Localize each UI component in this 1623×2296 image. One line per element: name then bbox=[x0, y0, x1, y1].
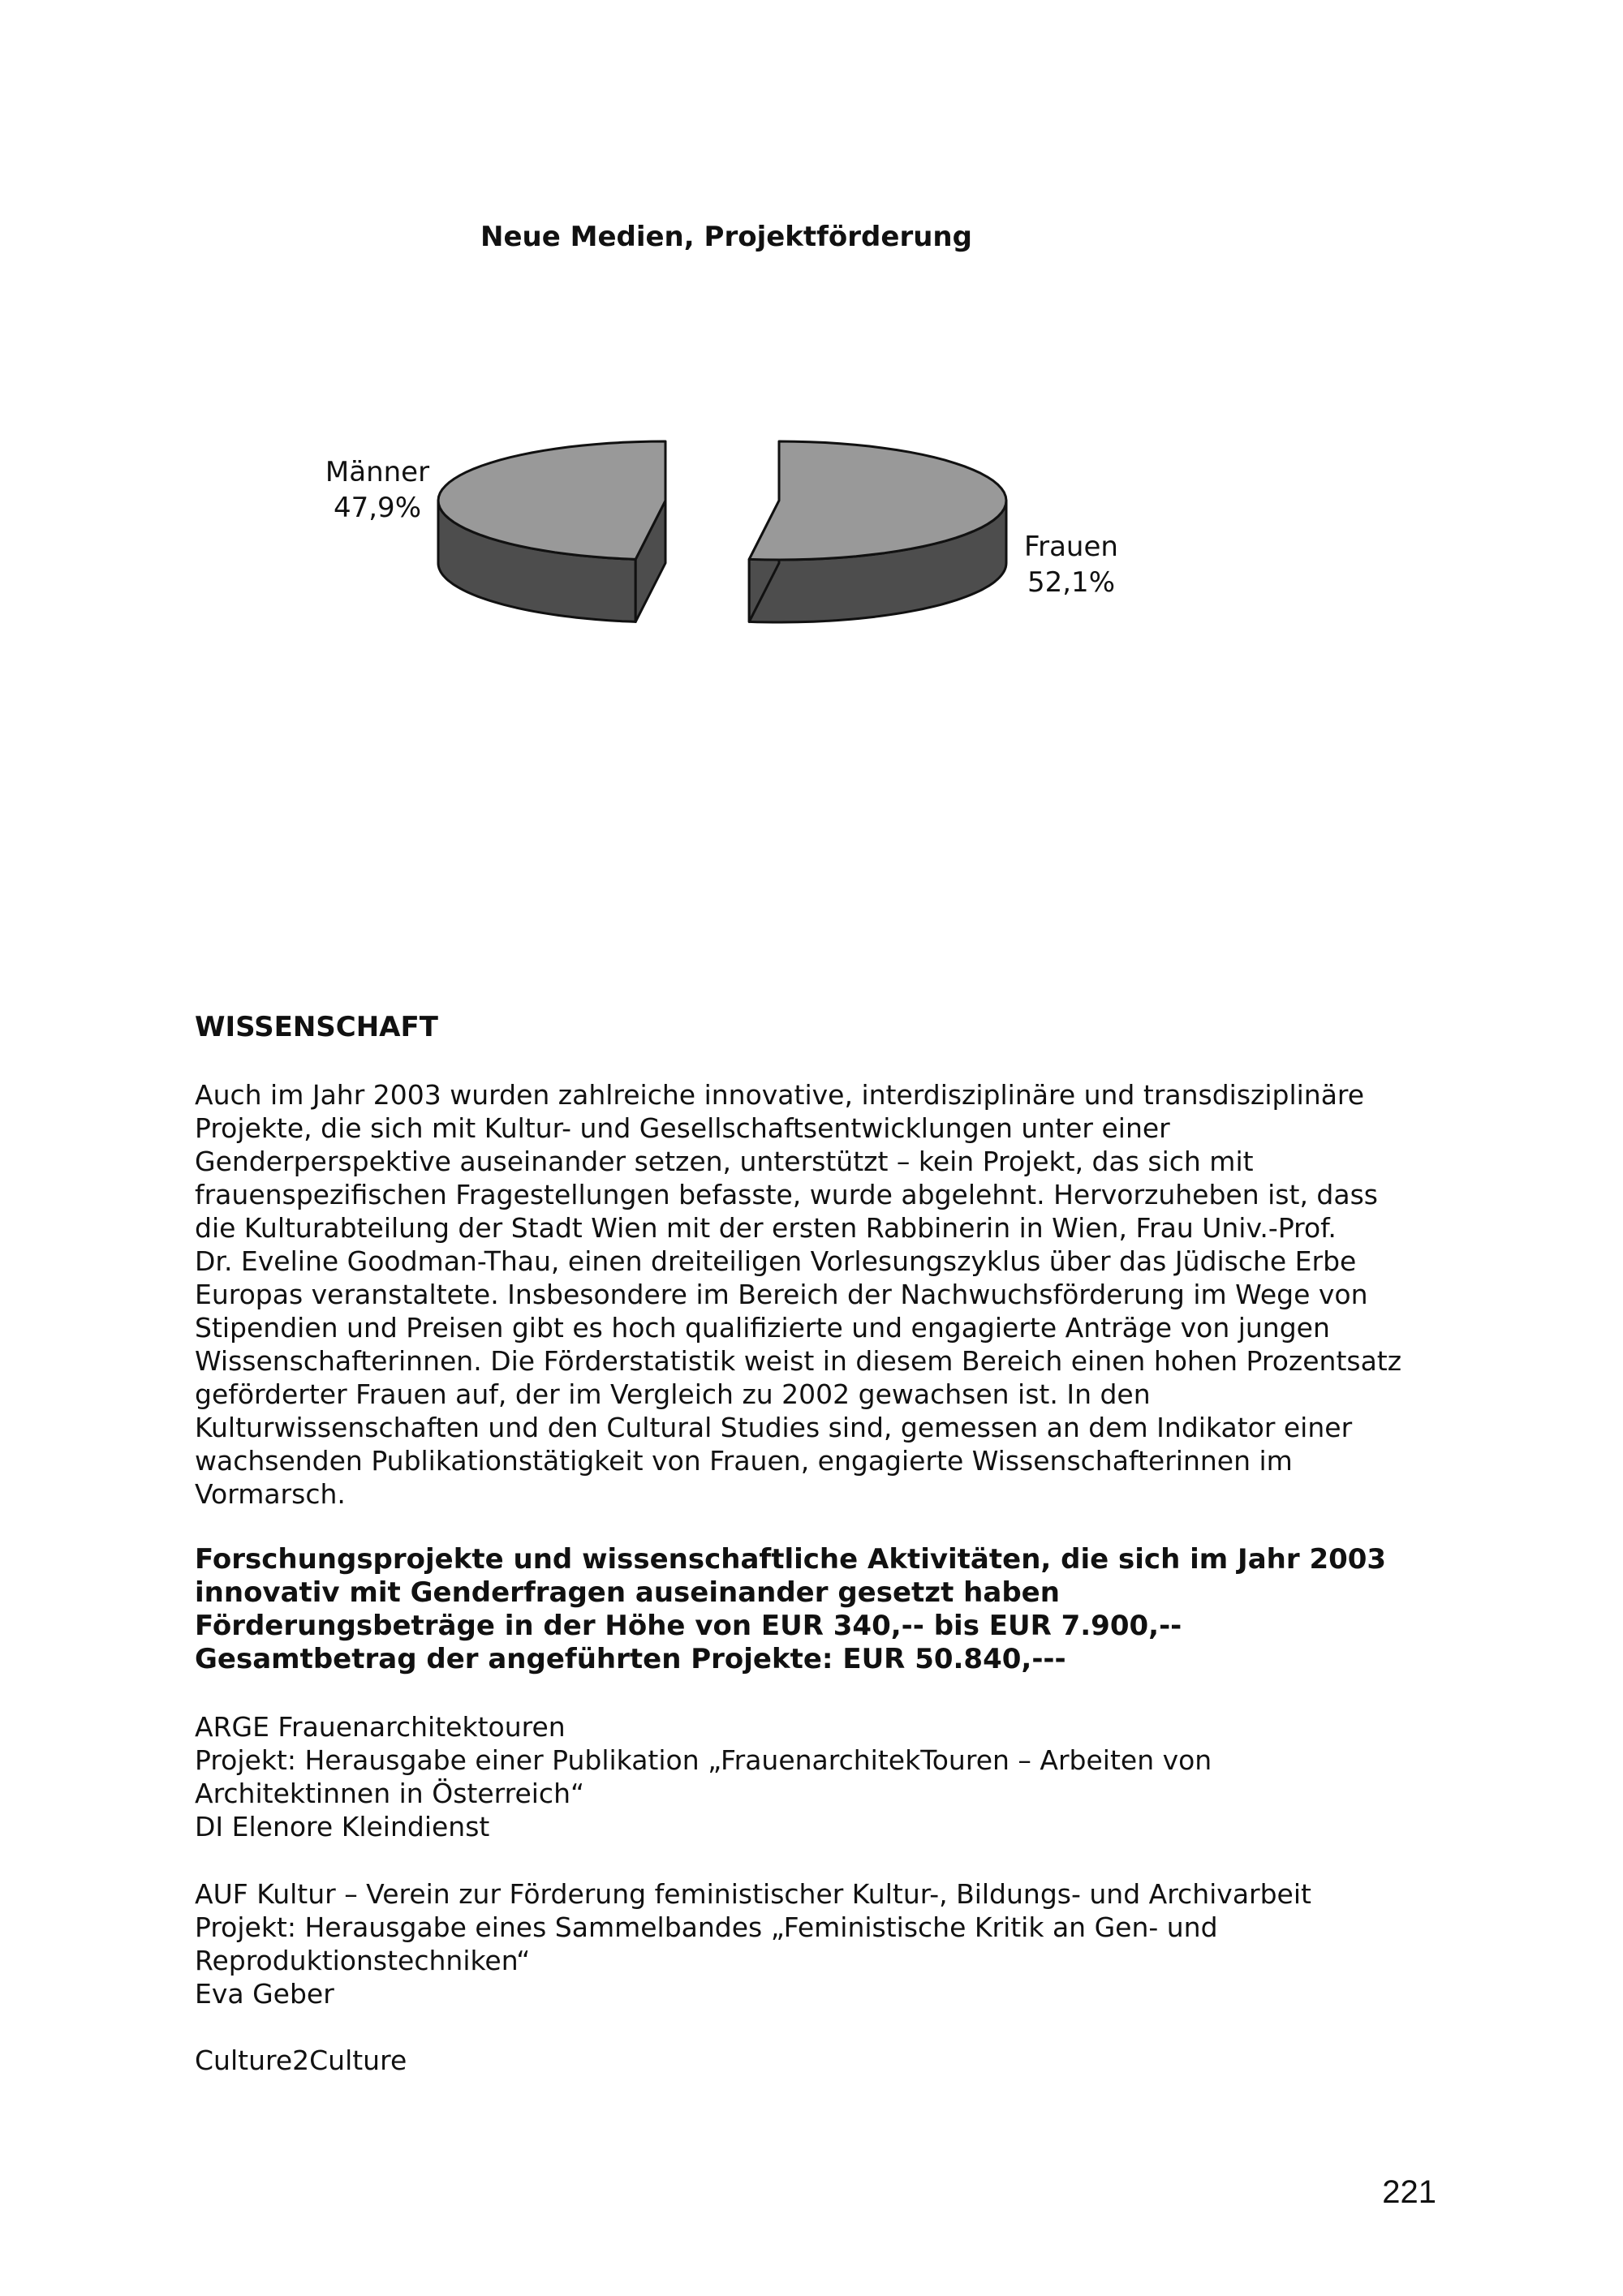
entry-line: Eva Geber bbox=[195, 1978, 334, 2010]
summary-line: innovativ mit Genderfragen auseinander gesetzt haben bbox=[195, 1576, 1060, 1609]
pie-slice-frauen bbox=[749, 441, 1006, 622]
section-heading: WISSENSCHAFT bbox=[195, 1011, 438, 1043]
entry-line: Projekt: Herausgabe einer Publikation „FrauenarchitekTouren – Arbeiten von bbox=[195, 1744, 1212, 1776]
text-line: Projekte, die sich mit Kultur- und Gesellschaftsentwicklungen unter einer bbox=[195, 1112, 1170, 1144]
pie-label-frauen-name: Frauen bbox=[1024, 531, 1118, 563]
entry-line: ARGE Frauenarchitektouren bbox=[195, 1711, 566, 1743]
funding-summary bbox=[195, 1543, 1461, 1676]
pie-label-maenner-name: Männer bbox=[325, 456, 430, 488]
pie-label-maenner-value: 47,9% bbox=[333, 492, 421, 524]
project-entry-culture2culture bbox=[195, 2044, 1461, 2077]
summary-line: Forschungsprojekte und wissenschaftliche Aktivitäten, die sich im Jahr 2003 bbox=[195, 1543, 1387, 1576]
pie-label-frauen-value: 52,1% bbox=[1027, 566, 1115, 599]
entry-line: DI Elenore Kleindienst bbox=[195, 1811, 490, 1842]
summary-line: Gesamtbetrag der angeführten Projekte: EUR 50.840,--- bbox=[195, 1643, 1066, 1675]
text-line: Kulturwissenschaften und den Cultural Studies sind, gemessen an dem Indikator einer bbox=[195, 1412, 1353, 1443]
text-line: Genderperspektive auseinander setzen, unterstützt – kein Projekt, das sich mit bbox=[195, 1146, 1254, 1177]
pie-label-maenner bbox=[316, 454, 438, 526]
text-line: Dr. Eveline Goodman-Thau, einen dreiteiligen Vorlesungszyklus über das Jüdische Erbe bbox=[195, 1245, 1357, 1277]
entry-line: Reproduktionstechniken“ bbox=[195, 1945, 531, 1976]
pie-chart bbox=[422, 422, 1039, 633]
text-line: frauenspezifischen Fragestellungen befasste, wurde abgelehnt. Hervorzuheben ist, dass bbox=[195, 1179, 1378, 1210]
text-line: Vormarsch. bbox=[195, 1478, 346, 1510]
text-line: Auch im Jahr 2003 wurden zahlreiche innovative, interdisziplinäre und transdisziplinäre bbox=[195, 1079, 1365, 1111]
chart-title: Neue Medien, Projektförderung bbox=[480, 221, 972, 253]
entry-line: AUF Kultur – Verein zur Förderung feministischer Kultur-, Bildungs- und Archivarbeit bbox=[195, 1878, 1311, 1910]
text-line: Wissenschafterinnen. Die Förderstatistik weist in diesem Bereich einen hohen Prozentsatz bbox=[195, 1345, 1402, 1377]
text-line: die Kulturabteilung der Stadt Wien mit der ersten Rabbinerin in Wien, Frau Univ.-Prof. bbox=[195, 1212, 1337, 1244]
intro-paragraph bbox=[195, 1078, 1461, 1511]
page-number: 221 bbox=[1382, 2174, 1436, 2210]
project-entry-auf-kultur bbox=[195, 1877, 1461, 2010]
entry-line: Projekt: Herausgabe eines Sammelbandes „Feministische Kritik an Gen- und bbox=[195, 1911, 1218, 1943]
entry-line: Architektinnen in Österreich“ bbox=[195, 1778, 585, 1809]
pie-slice-maenner bbox=[438, 441, 665, 621]
project-entry-arge bbox=[195, 1710, 1461, 1843]
pie-label-frauen bbox=[1006, 529, 1136, 600]
summary-line: Förderungsbeträge in der Höhe von EUR 340,-- bis EUR 7.900,-- bbox=[195, 1610, 1182, 1642]
text-line: geförderter Frauen auf, der im Vergleich zu 2002 gewachsen ist. In den bbox=[195, 1378, 1151, 1410]
entry-line: Culture2Culture bbox=[195, 2044, 407, 2076]
text-line: wachsenden Publikationstätigkeit von Frauen, engagierte Wissenschafterinnen im bbox=[195, 1445, 1293, 1477]
text-line: Europas veranstaltete. Insbesondere im Bereich der Nachwuchsförderung im Wege von bbox=[195, 1279, 1368, 1310]
text-line: Stipendien und Preisen gibt es hoch qualifizierte und engagierte Anträge von jungen bbox=[195, 1312, 1330, 1344]
